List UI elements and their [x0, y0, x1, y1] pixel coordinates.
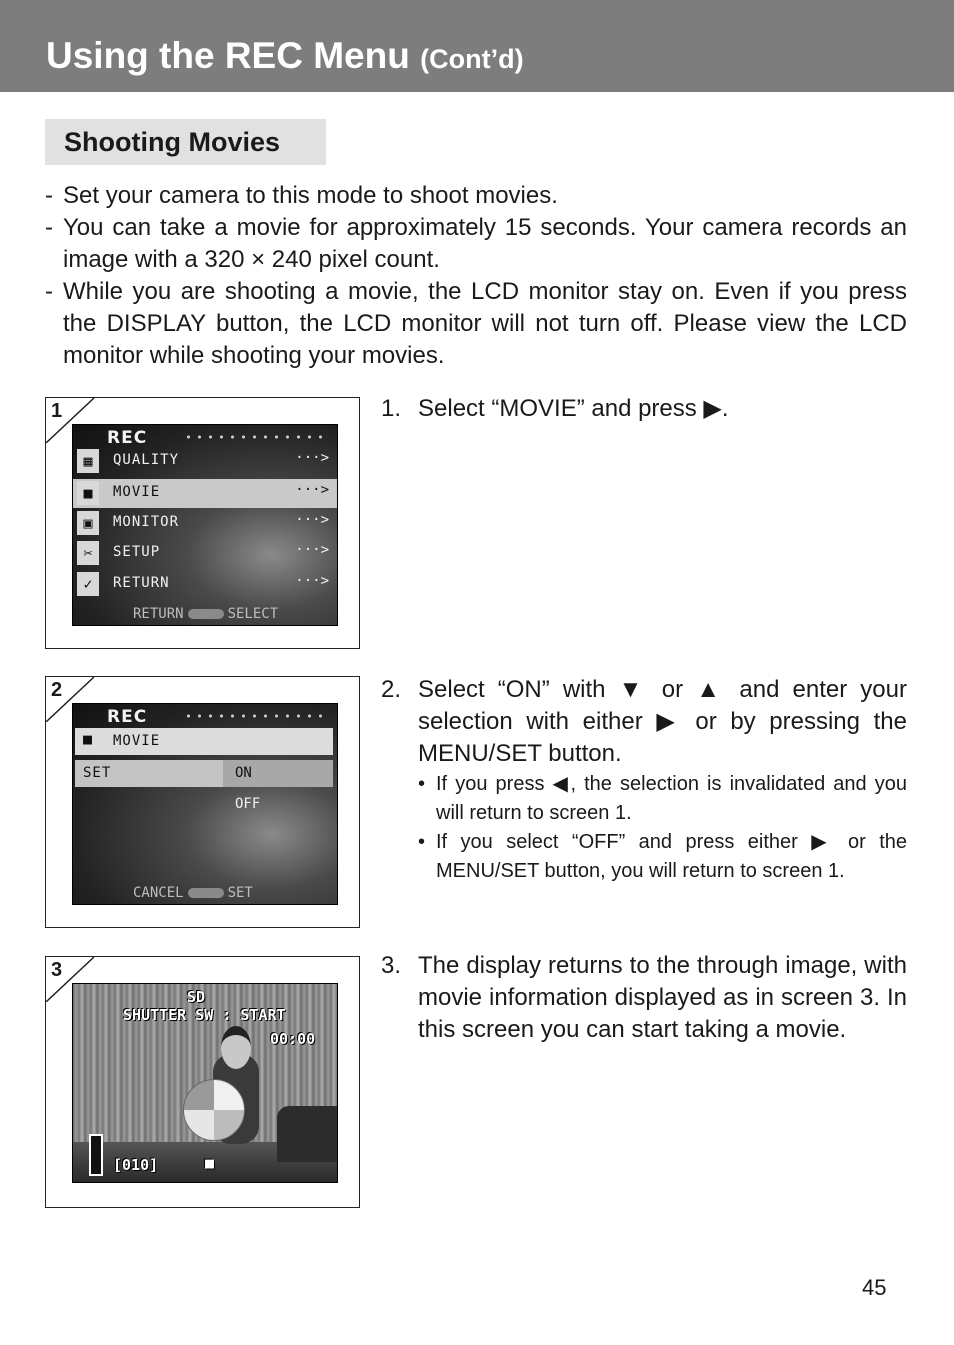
footer-left-label: RETURN [133, 606, 184, 622]
intro-text: While you are shooting a movie, the LCD monitor stay on. Even if you press the DISPLAY button, the LCD monitor will not turn off. Please view the LCD monitor while shooting your movies. [63, 278, 907, 369]
step-1 [381, 393, 907, 425]
movie-camera-icon: ■ [83, 730, 93, 748]
intro-list [45, 180, 907, 372]
menu-item-return [73, 570, 337, 599]
set-label: SET [83, 765, 112, 781]
quality-icon: ▦ [77, 449, 99, 473]
lcd-rec-label: REC [107, 428, 148, 448]
lcd-dots [183, 435, 328, 439]
battery-icon [89, 1134, 103, 1176]
note-item: • If you select “OFF” and press either ▶ or the MENU/SET button, you will return to screen 1. [418, 831, 907, 882]
menu-item-setup [73, 539, 337, 568]
menu-item-movie [73, 479, 337, 508]
through-image-photo [72, 983, 338, 1183]
photo-sofa [277, 1106, 337, 1162]
intro-text: You can take a movie for approximately 15 seconds. Your camera records an image with a 320 × 240 pixel count. [63, 214, 907, 273]
menu-item-monitor [73, 509, 337, 538]
step-text: Select “ON” with ▼ or ▲ and enter your selection with either ▶ or by pressing the MENU/SET button. [418, 676, 907, 767]
note-text: If you select “OFF” and press either ▶ or the MENU/SET button, you will return to screen 1. [436, 831, 907, 882]
set-row [75, 760, 333, 787]
step-2 [381, 674, 907, 886]
intro-item: - You can take a movie for approximately 15 seconds. Your camera records an image with a 320 × 240 pixel count. [45, 214, 907, 273]
nav-pill-icon [188, 609, 224, 619]
figure-2 [45, 676, 360, 928]
movie-title-bar [75, 728, 333, 755]
menu-item-label: SETUP [113, 544, 161, 560]
section-title: Shooting Movies [64, 127, 280, 157]
title-suffix: (Cont’d) [420, 44, 524, 74]
menu-item-label: MOVIE [113, 484, 161, 500]
footer-right-label: SET [227, 885, 253, 901]
lcd-dots [183, 714, 328, 718]
figure-number: 3 [51, 959, 63, 981]
intro-text: Set your camera to this mode to shoot movies. [63, 182, 558, 209]
nav-pill-icon [188, 888, 224, 898]
movie-title: MOVIE [113, 733, 161, 749]
osd-count: [010] [113, 1156, 159, 1174]
title-text: Using the REC Menu [46, 35, 410, 76]
option-off-label: OFF [235, 796, 261, 812]
lcd-screen-movie [72, 703, 338, 905]
menu-item-label: RETURN [113, 575, 170, 591]
lcd-screen-menu [72, 424, 338, 626]
lcd-footer [133, 885, 253, 901]
step-text: Select “MOVIE” and press ▶. [418, 395, 729, 422]
menu-arrow: ···> [295, 450, 329, 466]
page-title [46, 34, 524, 81]
figure-3 [45, 956, 360, 1208]
menu-item-label: QUALITY [113, 452, 180, 468]
figure-number: 1 [51, 400, 63, 422]
step-3 [381, 950, 907, 1046]
step-2-notes [418, 770, 907, 886]
menu-arrow: ···> [295, 542, 329, 558]
menu-arrow: ···> [295, 482, 329, 498]
section-heading-box [45, 119, 326, 165]
menu-item-label: MONITOR [113, 514, 180, 530]
movie-camera-icon: ■ [77, 481, 99, 505]
note-text: If you press ◀, the selection is invalidated and you will return to screen 1. [436, 773, 907, 824]
note-item: • If you press ◀, the selection is invalidated and you will return to screen 1. [418, 773, 907, 824]
lcd-rec-label: REC [107, 707, 148, 727]
monitor-icon: ▣ [77, 511, 99, 535]
photo-beach-ball [183, 1079, 245, 1141]
setup-tools-icon: ✂ [77, 541, 99, 565]
menu-arrow: ···> [295, 573, 329, 589]
intro-item: - Set your camera to this mode to shoot movies. [45, 182, 558, 209]
menu-item-quality [73, 447, 337, 476]
step-number: 1. [381, 395, 402, 422]
page-header [0, 0, 954, 92]
return-check-icon: ✓ [77, 572, 99, 596]
footer-left-label: CANCEL [133, 885, 184, 901]
osd-shutter-hint: SHUTTER SW : START [123, 1006, 286, 1024]
osd-time: 00:00 [270, 1030, 316, 1048]
option-on-label: ON [235, 765, 252, 781]
figure-1 [45, 397, 360, 649]
lcd-footer [133, 606, 278, 622]
page-number: 45 [862, 1275, 887, 1300]
photo-child-head [221, 1026, 251, 1069]
option-on [223, 760, 333, 787]
movie-camera-icon: ■ [205, 1154, 215, 1172]
step-number: 2. [381, 676, 402, 703]
intro-item: - While you are shooting a movie, the LCD monitor stay on. Even if you press the DISPLAY button, the LCD monitor will not turn off. Please view the LCD monitor while shooting your movies. [45, 278, 907, 369]
step-text: The display returns to the through image, with movie information displayed as in screen 3. In this screen you can start taking a movie. [418, 952, 907, 1043]
step-number: 3. [381, 952, 402, 979]
figure-number: 2 [51, 679, 63, 701]
osd-quality: SD [187, 988, 206, 1006]
footer-right-label: SELECT [227, 606, 279, 622]
menu-arrow: ···> [295, 512, 329, 528]
